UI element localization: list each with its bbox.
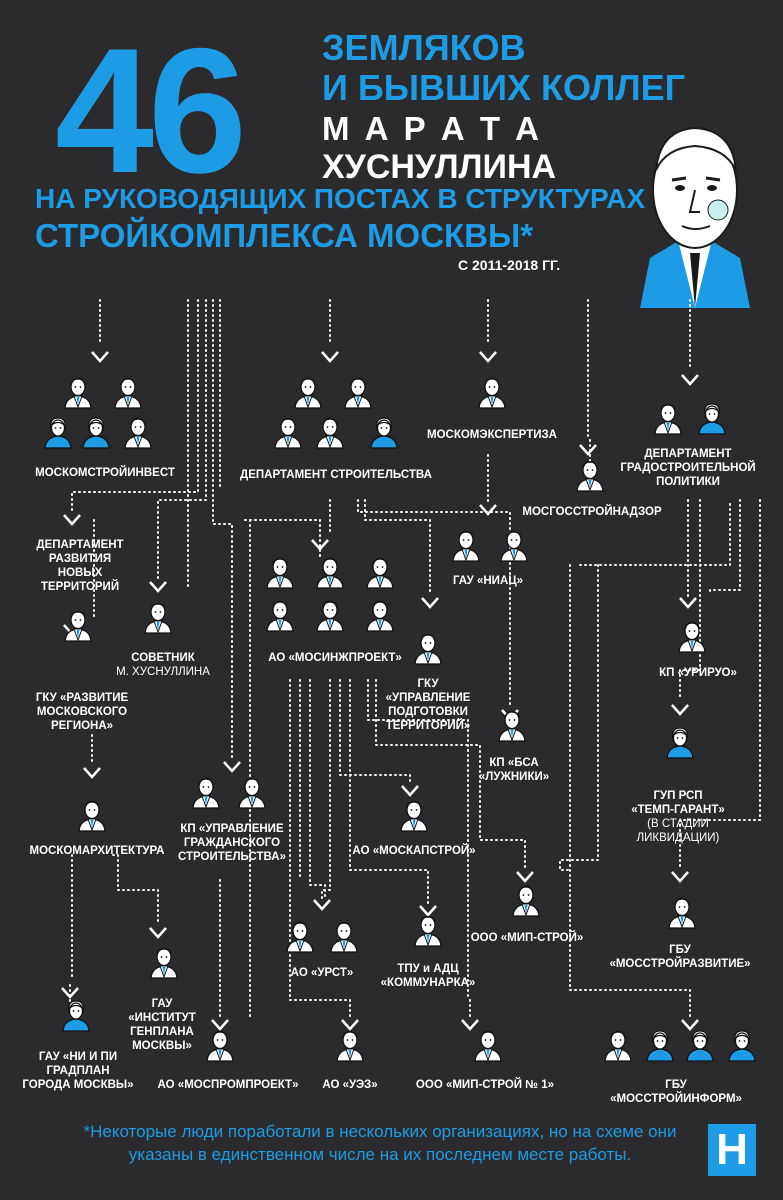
org-gau-ni: ГАУ «НИ И ПИ ГРАДПЛАН ГОРОДА МОСКВЫ» — [22, 1051, 134, 1091]
person-icon — [345, 379, 371, 409]
logo-badge — [708, 1124, 756, 1176]
org-dep-stroy: ДЕПАРТАМЕНТ СТРОИТЕЛЬСТВА — [240, 469, 432, 481]
person-icon — [317, 559, 343, 589]
person-icon — [699, 404, 725, 434]
org-moskomexpertiza: МОСКОМЭКСПЕРТИЗА — [427, 429, 557, 441]
person-icon — [415, 635, 441, 665]
person-icon — [207, 1032, 233, 1062]
org-kp-uriruo: КП «УРИРУО» — [659, 667, 737, 679]
person-icon — [317, 419, 343, 449]
person-icon — [367, 602, 393, 632]
org-mosstroyinvest: МОСКОМСТРОЙИНВЕСТ — [35, 467, 175, 479]
org-moskomarch: МОСКОМАРХИТЕКТУРА — [29, 845, 165, 857]
person-icon — [415, 917, 441, 947]
headline-years: С 2011-2018 ГГ. — [458, 257, 561, 273]
person-icon — [331, 923, 357, 953]
person-icon — [371, 418, 397, 448]
person-icon — [267, 559, 293, 589]
person-icon — [125, 419, 151, 449]
headline-line2: И БЫВШИХ КОЛЛЕГ — [322, 67, 686, 108]
org-ao-urst: АО «УРСТ» — [290, 967, 354, 979]
org-ao-uez: АО «УЭЗ» — [322, 1079, 378, 1091]
person-icon — [577, 462, 603, 492]
org-dep-razv: ДЕПАРТАМЕНТ РАЗВИТИЯ НОВЫХ ТЕРРИТОРИЙ — [36, 539, 124, 593]
person-icon — [513, 887, 539, 917]
person-icon — [239, 779, 265, 809]
person-icon — [115, 379, 141, 409]
org-gbu-mosstroyrazv: ГБУ «МОССТРОЙРАЗВИТИЕ» — [609, 944, 751, 970]
headline-line6: СТРОЙКОМПЛЕКСА МОСКВЫ* — [35, 217, 534, 254]
person-icon — [729, 1031, 755, 1061]
org-ooo-mip1: ООО «МИП-СТРОЙ № 1» — [415, 1079, 555, 1091]
org-sovetnik-name: М. ХУСНУЛЛИНА — [116, 666, 210, 678]
logo-letter: Н — [716, 1125, 748, 1174]
person-icon — [687, 1031, 713, 1061]
person-icon — [401, 802, 427, 832]
org-kp-bsa: КП «БСА «ЛУЖНИКИ» — [478, 757, 550, 783]
person-icon — [501, 532, 527, 562]
person-icon — [65, 379, 91, 409]
footnote: *Некоторые люди поработали в нескольких организациях, но на схеме они указаны в единственном числе на их последнем месте работы. — [83, 1122, 677, 1164]
org-dep-grad: ДЕПАРТАМЕНТ ГРАДОСТРОИТЕЛЬНОЙ ПОЛИТИКИ — [620, 448, 756, 488]
person-icon — [453, 532, 479, 562]
person-icon — [367, 559, 393, 589]
org-gau-niac: ГАУ «НИАЦ» — [452, 575, 524, 587]
org-kp-upr: КП «УПРАВЛЕНИЕ ГРАЖДАНСКОГО СТРОИТЕЛЬСТВА» — [178, 823, 286, 863]
org-tpu: ТПУ и АДЦ «КОММУНАРКА» — [380, 963, 476, 989]
person-icon — [317, 602, 343, 632]
person-icon — [647, 1031, 673, 1061]
person-icon — [45, 418, 71, 448]
person-icon — [667, 728, 693, 758]
headline-line5: НА РУКОВОДЯЩИХ ПОСТАХ В СТРУКТУРАХ — [35, 183, 646, 214]
person-icon — [655, 405, 681, 435]
org-mosinzh: АО «МОСИНЖПРОЕКТ» — [268, 652, 402, 664]
org-gku-razv: ГКУ «РАЗВИТИЕ МОСКОВСКОГО РЕГИОНА» — [35, 692, 129, 732]
person-icon — [337, 1032, 363, 1062]
headline-line1: ЗЕМЛЯКОВ — [322, 27, 526, 68]
org-gku-upr: ГКУ «УПРАВЛЕНИЕ ПОДГОТОВКИ ТЕРРИТОРИЙ» — [385, 678, 471, 732]
person-icon — [145, 604, 171, 634]
person-icon — [669, 899, 695, 929]
person-icon — [605, 1032, 631, 1062]
org-ooo-mip: ООО «МИП-СТРОЙ» — [470, 932, 584, 944]
person-icon — [295, 379, 321, 409]
headline-line3: М А Р А Т А — [322, 110, 542, 147]
headline-number: 46 — [55, 11, 241, 210]
org-sovetnik-title: СОВЕТНИК — [131, 652, 195, 664]
person-icon — [267, 602, 293, 632]
org-gup-rsp: ГУП РСП «ТЕМП-ГАРАНТ» — [631, 790, 725, 816]
person-icon — [475, 1032, 501, 1062]
org-gau-inst: ГАУ «ИНСТИТУТ ГЕНПЛАНА МОСКВЫ» — [128, 998, 196, 1052]
person-icon — [79, 802, 105, 832]
org-ao-mosprom: АО «МОСПРОМПРОЕКТ» — [157, 1079, 299, 1091]
person-icon — [83, 418, 109, 448]
person-icon — [65, 612, 91, 642]
person-icon — [479, 379, 505, 409]
person-icon — [499, 712, 525, 742]
headline-line4: ХУСНУЛЛИНА — [322, 148, 557, 186]
person-icon — [287, 923, 313, 953]
person-icon — [63, 1001, 89, 1031]
org-gup-rsp-note: (В СТАДИИ ЛИКВИДАЦИИ) — [636, 818, 720, 844]
org-ao-moskapstroy: АО «МОСКАПСТРОЙ» — [352, 845, 476, 857]
person-icon — [275, 419, 301, 449]
org-gbu-mosstroyinform: ГБУ «МОССТРОЙИНФОРМ» — [610, 1079, 742, 1105]
org-mosgosstroynadzor: МОСГОССТРОЙНАДЗОР — [522, 506, 662, 518]
person-icon — [151, 949, 177, 979]
person-icon — [679, 623, 705, 653]
person-icon — [193, 779, 219, 809]
